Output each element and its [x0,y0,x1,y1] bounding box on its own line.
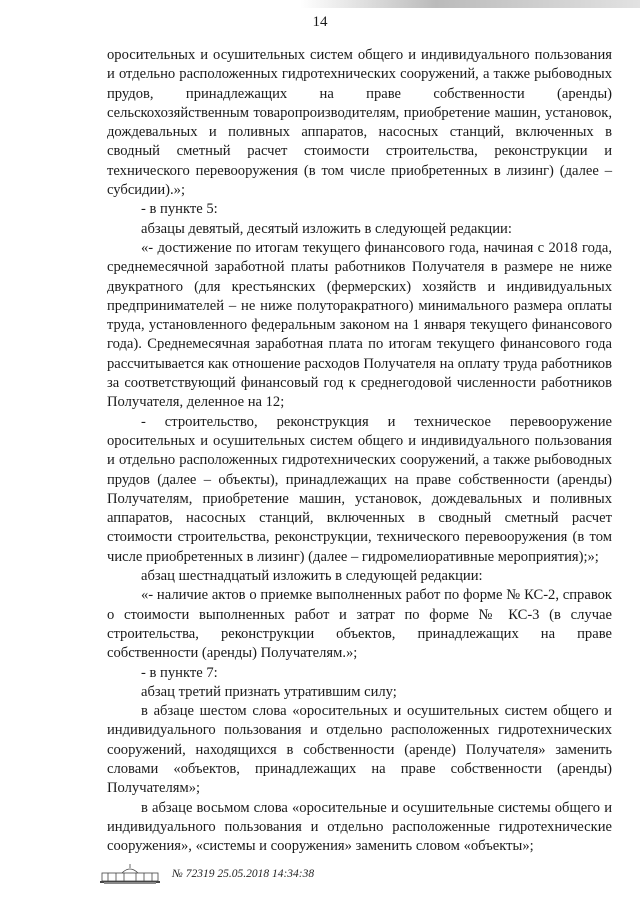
document-footer [98,862,314,886]
paragraph-10: в абзаце шестом слова «оросительных и осушительных систем общего и индивидуального пользования и отдельно расположенных гидротехнических сооружений, находящихся в собственности (аренде) Получателя» заменить словами «объектов, принадлежащих на праве собственности (аренды) Получателям»; [107,703,612,797]
page-number: 14 [312,14,328,30]
paragraph-5: - строительство, реконструкция и техническое перевооружение оросительных и осушительных систем общего и индивидуального пользования и отдельно расположенных гидротехнических сооружений, а также рыбоводных прудов (далее – объекты), принадлежащих на праве собственности (аренды) Получателям, приобретение машин, установок, дождевальных и поливных аппаратов, насосных станций, включенных в сводный сметный расчет стоимости строительства, реконструкции, технического перевооружения (в том числе приобретенных в лизинг) (далее – гидромелиоративные мероприятия);»; [107,413,612,565]
paragraph-11: в абзаце восьмом слова «оросительные и осушительные системы общего и индивидуального пользования и отдельно расположенные гидротехнические сооружения», «системы и сооружения» заменить словом «объекты»; [107,799,612,855]
paragraph-6: абзац шестнадцатый изложить в следующей редакции: [141,568,483,585]
paragraph-8: - в пункте 7: [141,664,218,681]
scan-edge-artifact [300,0,640,8]
paragraph-2: - в пункте 5: [141,201,218,218]
paragraph-9: абзац третий признать утратившим силу; [141,683,397,700]
paragraph-3: абзацы девятый, десятый изложить в следующей редакции: [141,220,512,237]
paragraph-1: оросительных и осушительных систем общего и индивидуального пользования и отдельно расположенных гидротехнических сооружений, а также рыбоводных прудов, принадлежащих на праве собственности (аренды) сельскохозяйственным товаропроизводителям, приобретение машин, установок, дождевальных и поливных аппаратов, насосных станций, включенных в сводный сметный расчет стоимости строительства, реконструкции и технического перевооружения (в том числе приобретенных в лизинг) (далее – субсидии).»; [107,47,612,199]
document-body [107,46,612,856]
paragraph-7: «- наличие актов о приемке выполненных работ по форме № КС-2, справок о стоимости выполненных работ и затрат по форме № КС-3 (в случае строительства, реконструкции объектов, принадлежащих на праве собственности (аренды) Получателям.»; [107,587,612,662]
paragraph-4: «- достижение по итогам текущего финансового года, начиная с 2018 года, среднемесячной заработной платы работников Получателя в размере не ниже двукратного (для крестьянских (фермерских) хозяйств и индивидуальных предпринимателей – не ниже полуторакратного) минимального размера оплаты труда, установленного федеральным законом на 1 января текущего финансового года). Среднемесячная заработная плата по итогам текущего финансового года рассчитывается как отношение расходов Получателя на оплату труда работников за соответствующий финансовый год к среднегодовой численности работников Получателя, деленное на 12; [107,239,612,411]
building-seal-icon [98,863,162,885]
document-registration-stamp: № 72319 25.05.2018 14:34:38 [172,868,315,880]
